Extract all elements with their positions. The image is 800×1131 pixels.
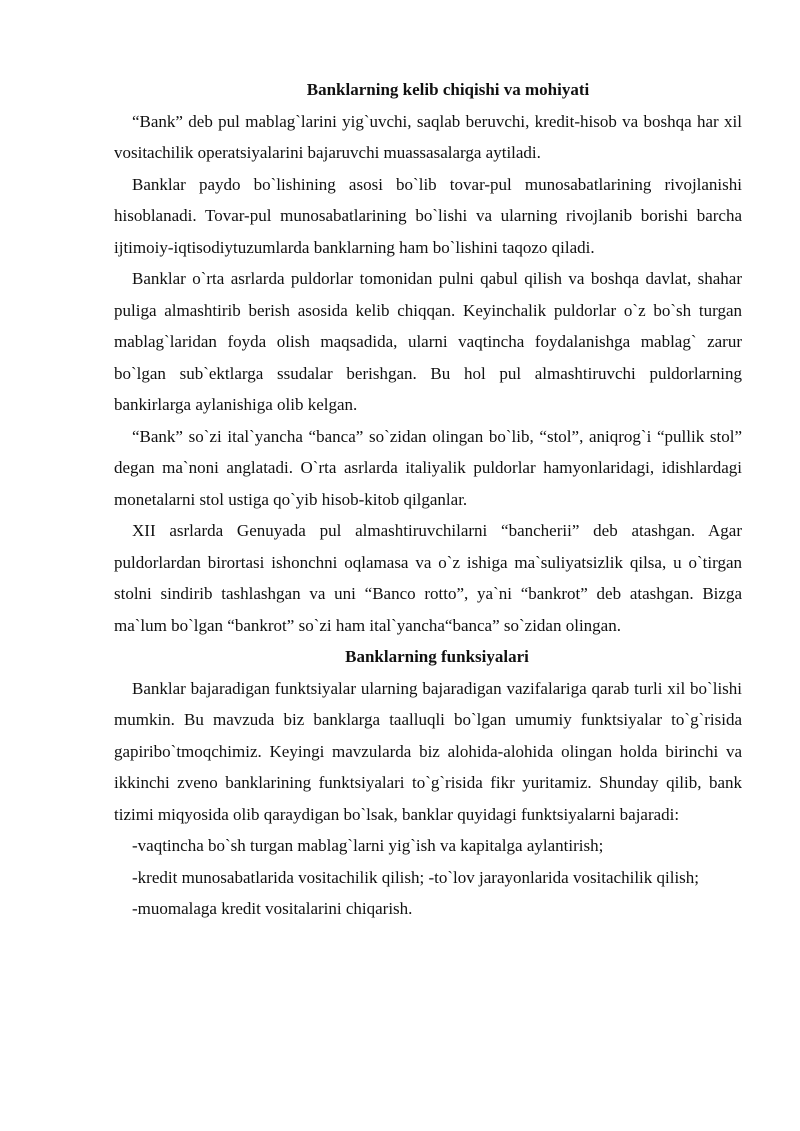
paragraph-bank-definition: “Bank” deb pul mablag`larini yig`uvchi, saqlab beruvchi, kredit-hisob va boshqa har xil vositachilik operatsiyalarini bajaruvchi muassasalarga aytiladi. xyxy=(114,111,742,162)
section-title: Banklarning funksiyalari xyxy=(345,647,529,666)
list-item: -muomalaga kredit vositalarini chiqarish. xyxy=(132,899,413,918)
document-page xyxy=(114,74,742,925)
list-item: -vaqtincha bo`sh turgan mablag`larni yig`ish va kapitalga aylantirish; xyxy=(132,836,604,855)
paragraph-genoa: XII asrlarda Genuyada pul almashtiruvchilarni “bancherii” deb atashgan. Agar puldorlardan birortasi ishonchni oqlamasa va o`z ishiga ma`suliyatsizlik qilsa, u o`tirgan stolni sindirib tashlashgan va uni “Banco rotto”, ya`ni “bankrot” deb atashgan. Bizga ma`lum bo`lgan “bankrot” so`zi ham ital`yancha“banca” so`zidan olingan. xyxy=(114,521,742,635)
paragraph-functions-intro: Banklar bajaradigan funktsiyalar ularning bajaradigan vazifalariga qarab turli xil bo`lishi mumkin. Bu mavzuda biz banklarga taalluqli bo`lgan umumiy funktsiyalar to`g`risida gapiribo`tmoqchimiz. Keyingi mavzularda biz alohida-alohida olingan holda birinchi va ikkinchi zveno banklarining funktsiyalari to`g`risida fikr yuritamiz. Shunday qilib, bank tizimi miqyosida olib qaraydigan bo`lsak, banklar quyidagi funktsiyalarni bajaradi: xyxy=(114,678,742,824)
paragraph-middle-ages: Banklar o`rta asrlarda puldorlar tomonidan pulni qabul qilish va boshqa davlat, shahar puliga almashtirib berish asosida kelib chiqqan. Keyinchalik puldorlar o`z bo`sh turgan mablag`laridan foyda olish maqsadida, ularni vaqtincha foydalanishga mablag` zarur bo`lgan sub`ektlarga ssudalar berishgan. Bu hol pul almashtiruvchi puldorlarning bankirlarga aylanishiga olib kelgan. xyxy=(114,269,742,414)
document-title: Banklarning kelib chiqishi va mohiyati xyxy=(306,80,590,99)
paragraph-word-origin: “Bank” so`zi ital`yancha “banca” so`zidan olingan bo`lib, “stol”, aniqrog`i “pullik stol” degan ma`noni anglatadi. O`rta asrlarda italiyalik puldorlar hamyonlaridagi, idishlardagi monetalarni stol ustiga qo`yib hisob-kitob qilganlar. xyxy=(114,426,742,509)
list-item: -kredit munosabatlarida vositachilik qilish; -to`lov jarayonlarida vositachilik qilish; xyxy=(132,867,700,887)
paragraph-origin-basis: Banklar paydo bo`lishining asosi bo`lib tovar-pul munosabatlarining rivojlanishi hisoblanadi. Tovar-pul munosabatlarining bo`lishi va ularning rivojlanib borishi barcha ijtimoiy-iqtisodiytuzumlarda banklarning ham bo`lishini taqozo qiladi. xyxy=(114,174,742,257)
